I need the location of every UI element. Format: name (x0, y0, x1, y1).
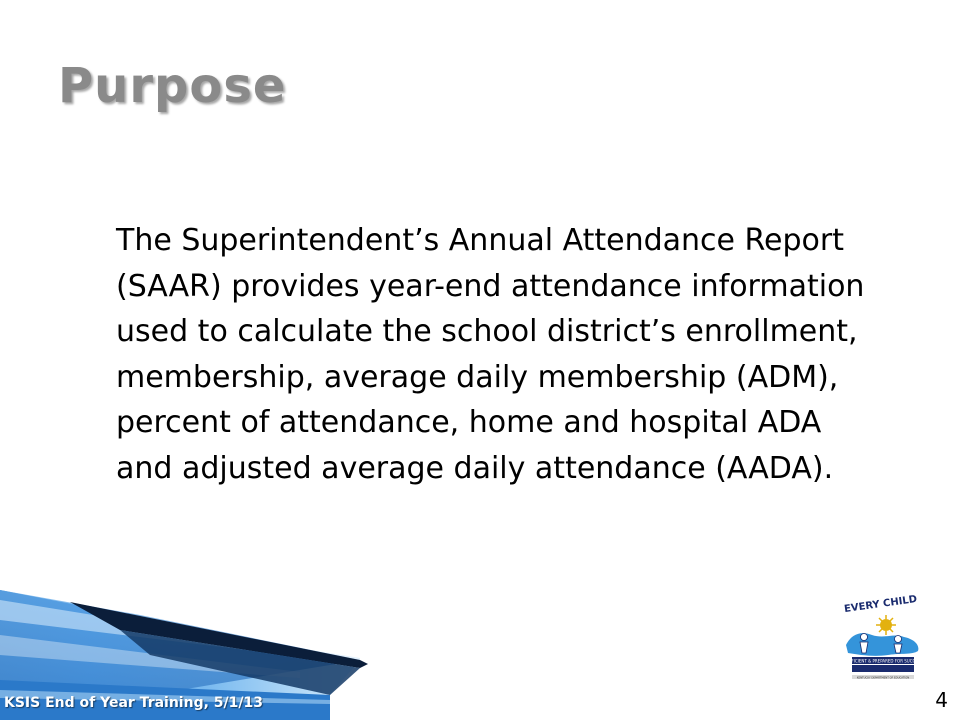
slide-title: Purpose (58, 58, 287, 114)
slide-body: The Superintendent’s Annual Attendance Report (SAAR) provides year-end attendance information used to calculate the school district’s enrollment, membership, average daily membership (ADM), percent of attendance, home and hospital ADA and adjusted average daily attendance (AADA). (116, 223, 865, 486)
logo-org: KENTUCKY DEPARTMENT OF EDUCATION (856, 676, 910, 680)
footer-text: KSIS End of Year Training, 5/1/13 (4, 695, 263, 711)
every-child-logo (838, 593, 924, 685)
logo-heading: EVERY CHILD (843, 593, 918, 616)
page-number: 4 (935, 688, 948, 712)
logo-tagline: PROFICIENT & PREPARED FOR SUCCESS (843, 658, 923, 664)
